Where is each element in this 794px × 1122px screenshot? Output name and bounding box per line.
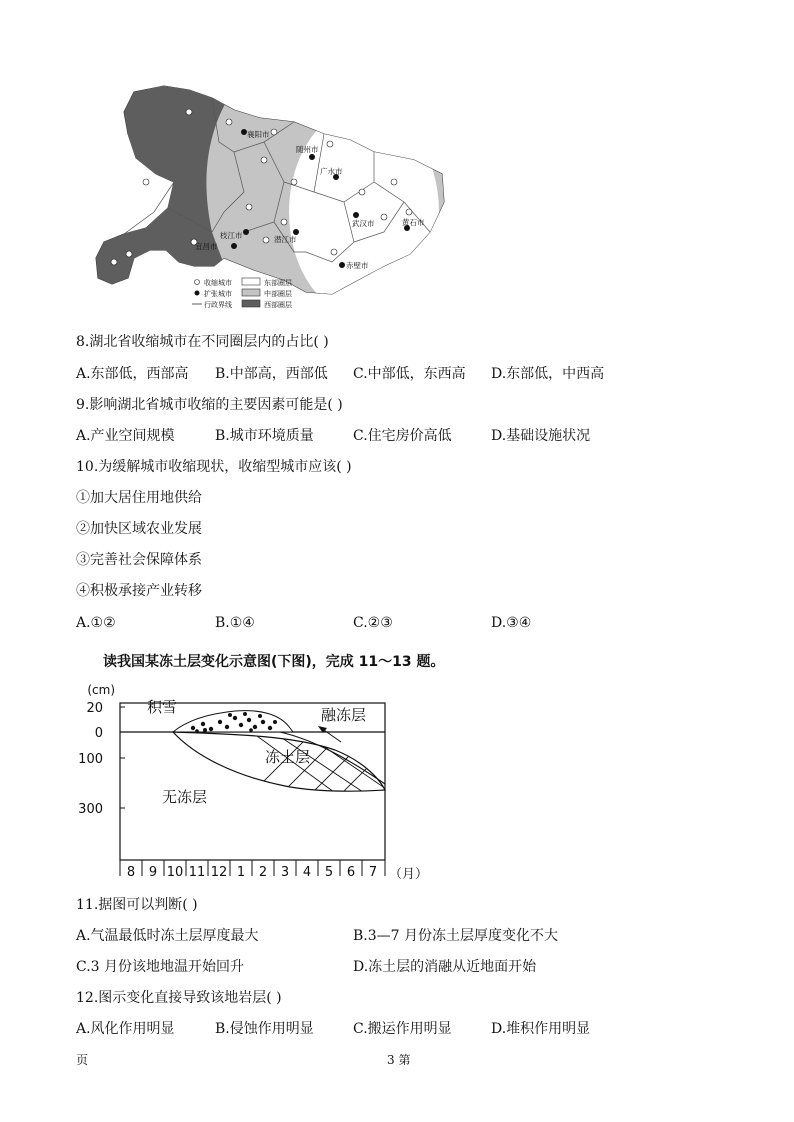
section-intro: 读我国某冻土层变化示意图(下图)，完成 11～13 题。 — [103, 654, 445, 670]
legend-west: 西部圈层 — [264, 301, 292, 309]
footer-left: 页 — [76, 1053, 89, 1067]
legend-boundary: 行政界线 — [204, 301, 232, 309]
y-axis-unit: (cm) — [87, 683, 115, 697]
q10-item-2: ②加快区域农业发展 — [76, 521, 202, 537]
city-label-huangshi: 黄石市 — [402, 218, 425, 227]
month-2: 2 — [258, 865, 268, 880]
month-1: 1 — [236, 865, 246, 880]
q9-option-d[interactable]: D.基础设施状况 — [491, 428, 591, 444]
city-label-yichang: 宜昌市 — [195, 242, 218, 251]
q12-stem: 12.图示变化直接导致该地岩层( ) — [76, 990, 282, 1006]
month-7: 7 — [368, 865, 378, 880]
q9-option-a[interactable]: A.产业空间规模 — [76, 428, 175, 444]
q11-option-c[interactable]: C.3 月份该地地温开始回升 — [76, 959, 245, 975]
city-label-suizhou: 随州市 — [296, 145, 319, 154]
month-4: 4 — [302, 865, 312, 880]
month-6: 6 — [346, 865, 356, 880]
city-label-qianjiang: 潜江市 — [274, 235, 297, 244]
q11-option-a[interactable]: A.气温最低时冻土层厚度最大 — [76, 928, 259, 944]
city-label-zhijiang: 枝江市 — [220, 231, 243, 240]
hubei-shrinking-cities-map — [84, 82, 457, 316]
y-tick-300: 300 — [78, 802, 103, 817]
q12-option-b[interactable]: B.侵蚀作用明显 — [215, 1021, 314, 1037]
month-unit: （月） — [389, 867, 425, 882]
q12-option-d[interactable]: D.堆积作用明显 — [491, 1021, 591, 1037]
diagram-svg — [75, 680, 425, 885]
q10-item-1: ①加大居住用地供给 — [76, 490, 202, 506]
q10-option-b[interactable]: B.①④ — [215, 615, 255, 631]
month-11: 11 — [188, 865, 206, 880]
month-10: 10 — [166, 865, 184, 880]
frozen-soil-diagram — [75, 680, 425, 885]
q10-item-3: ③完善社会保障体系 — [76, 552, 202, 568]
q8-stem: 8.湖北省收缩城市在不同圈层内的占比( ) — [76, 334, 329, 350]
city-label-chibi: 赤壁市 — [346, 261, 369, 270]
legend-expand: 扩张城市 — [204, 290, 232, 298]
q8-option-a[interactable]: A.东部低，西部高 — [76, 366, 189, 382]
month-12: 12 — [210, 865, 228, 880]
city-label-wuhan: 武汉市 — [352, 219, 375, 228]
y-tick-0: 0 — [94, 726, 103, 741]
month-3: 3 — [280, 865, 290, 880]
q8-option-b[interactable]: B.中部高，西部低 — [215, 366, 328, 382]
legend-middle: 中部圈层 — [264, 290, 292, 298]
q11-option-b[interactable]: B.3—7 月份冻土层厚度变化不大 — [353, 928, 559, 944]
q8-option-d[interactable]: D.东部低，中西高 — [491, 366, 605, 382]
q9-option-b[interactable]: B.城市环境质量 — [215, 428, 314, 444]
q12-option-c[interactable]: C.搬运作用明显 — [353, 1021, 452, 1037]
map-svg — [84, 82, 457, 316]
east-inner-area — [289, 107, 439, 316]
label-snow: 积雪 — [147, 698, 178, 716]
y-tick-20: 20 — [86, 701, 103, 716]
q11-stem: 11.据图可以判断( ) — [76, 897, 198, 913]
q10-item-4: ④积极承接产业转移 — [76, 583, 202, 599]
y-tick-100: 100 — [78, 752, 103, 767]
city-label-guangshui: 广水市 — [320, 167, 343, 176]
q10-option-d[interactable]: D.③④ — [491, 615, 532, 631]
q10-option-a[interactable]: A.①② — [76, 615, 116, 631]
month-9: 9 — [148, 865, 158, 880]
q11-option-d[interactable]: D.冻土层的消融从近地面开始 — [353, 959, 537, 975]
legend-east: 东部圈层 — [264, 279, 292, 287]
city-label-xiangyang: 襄阳市 — [247, 130, 270, 139]
month-8: 8 — [126, 865, 136, 880]
label-frozen-layer: 冻土层 — [265, 748, 311, 766]
label-unfrozen-layer: 无冻层 — [162, 788, 208, 806]
q9-stem: 9.影响湖北省城市收缩的主要因素可能是( ) — [76, 397, 343, 413]
q8-option-c[interactable]: C.中部低，东西高 — [353, 366, 466, 382]
map-legend — [192, 278, 292, 309]
footer-page-number: 3 第 — [387, 1053, 411, 1067]
q12-option-a[interactable]: A.风化作用明显 — [76, 1021, 175, 1037]
month-5: 5 — [324, 865, 334, 880]
q10-option-c[interactable]: C.②③ — [353, 615, 393, 631]
q9-option-c[interactable]: C.住宅房价高低 — [353, 428, 452, 444]
label-thaw-layer: 融冻层 — [321, 706, 367, 724]
legend-shrink: 收缩城市 — [204, 279, 232, 287]
q10-stem: 10.为缓解城市收缩现状，收缩型城市应该( ) — [76, 459, 352, 475]
